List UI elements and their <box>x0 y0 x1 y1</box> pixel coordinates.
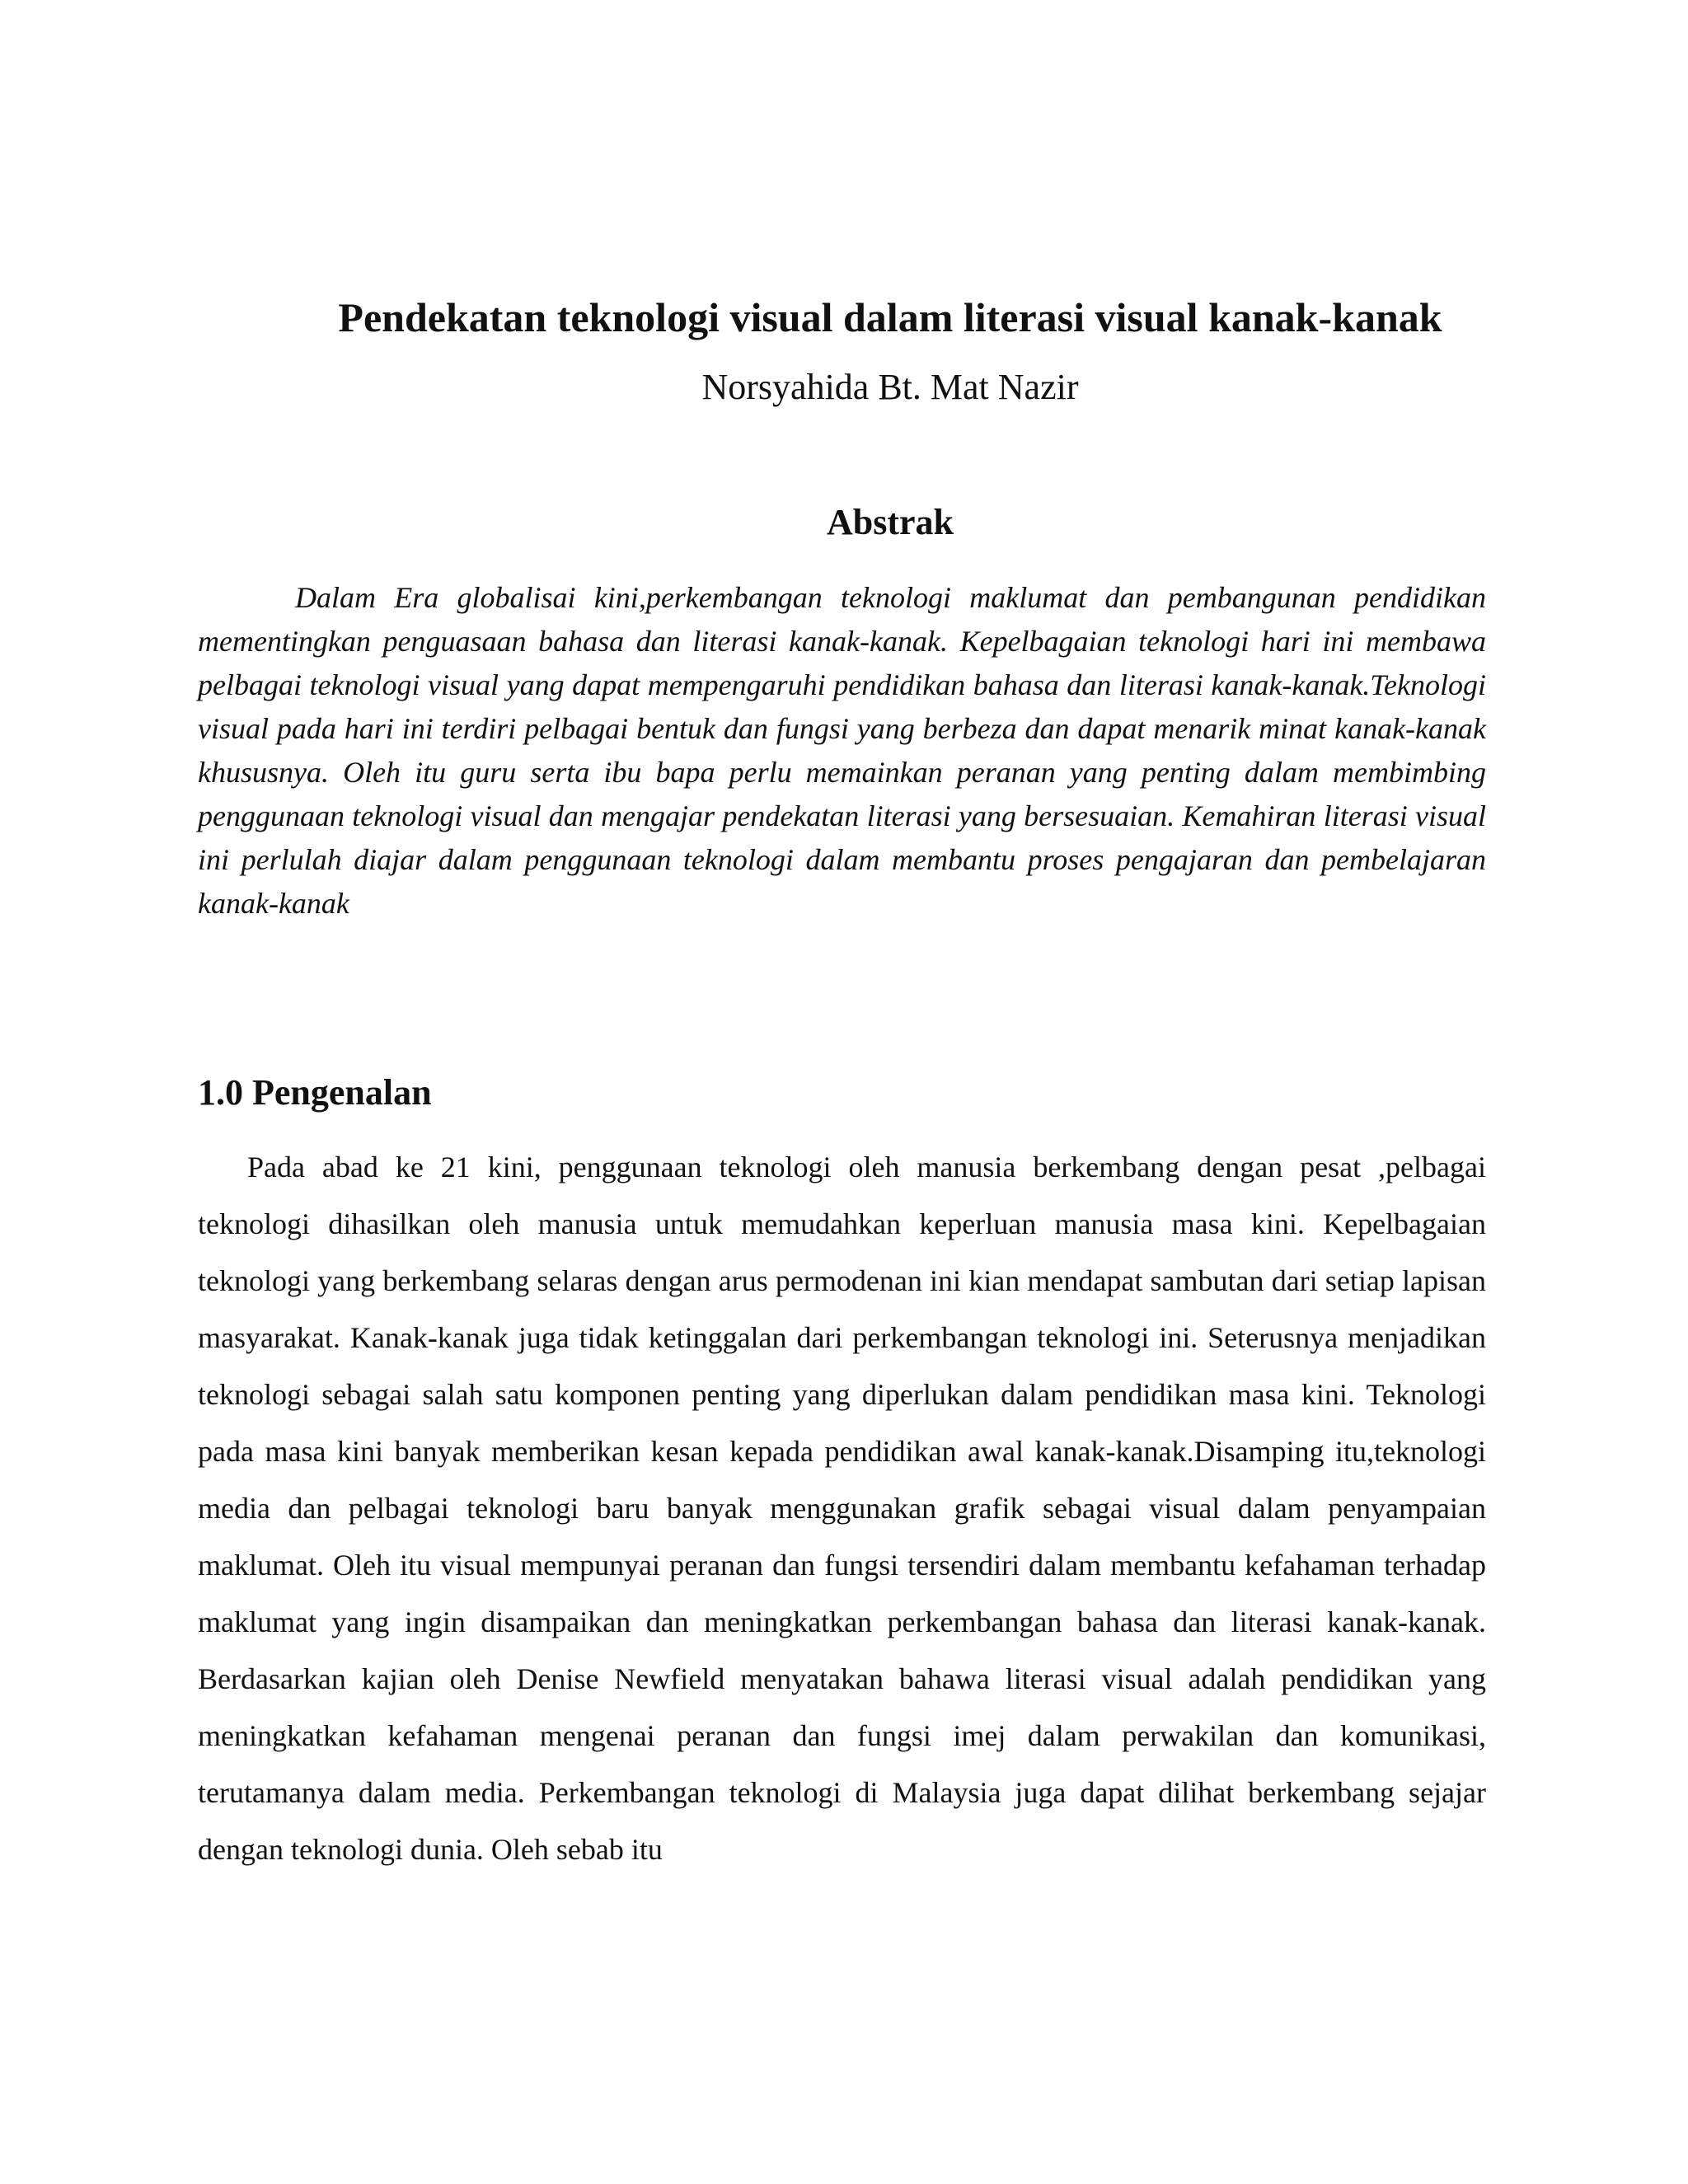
abstract-heading: Abstrak <box>826 502 954 542</box>
section-heading-pengenalan: 1.0 Pengenalan <box>198 1072 432 1113</box>
abstract-text: Dalam Era globalisai kini,perkembangan teknologi maklumat dan pembangunan pendidikan mementingkan penguasaan bahasa dan literasi kanak-kanak. Kepelbagaian teknologi hari ini membawa pelbagai teknologi visual yang dapat mempengaruhi pendidikan bahasa dan literasi kanak-kanak.Teknologi visual pada hari ini terdiri pelbagai bentuk dan fungsi yang berbeza dan dapat menarik minat kanak-kanak khususnya. Oleh itu guru serta ibu bapa perlu memainkan peranan yang penting dalam membimbing penggunaan teknologi visual dan mengajar pendekatan literasi yang bersesuaian. Kemahiran literasi visual ini perlulah diajar dalam penggunaan teknologi dalam membantu proses pengajaran dan pembelajaran kanak-kanak <box>198 581 1486 920</box>
section-text-pengenalan: Pada abad ke 21 kini, penggunaan teknologi oleh manusia berkembang dengan pesat ,pelbagai teknologi dihasilkan oleh manusia untuk memudahkan keperluan manusia masa kini. Kepelbagaian teknologi yang berkembang selaras dengan arus permodenan ini kian mendapat sambutan dari setiap lapisan masyarakat. Kanak-kanak juga tidak ketinggalan dari perkembangan teknologi ini. Seterusnya menjadikan teknologi sebagai salah satu komponen penting yang diperlukan dalam pendidikan masa kini. Teknologi pada masa kini banyak memberikan kesan kepada pendidikan awal kanak-kanak.Disamping itu,teknologi media dan pelbagai teknologi baru banyak menggunakan grafik sebagai visual dalam penyampaian maklumat. Oleh itu visual mempunyai peranan dan fungsi tersendiri dalam membantu kefahaman terhadap maklumat yang ingin disampaikan dan meningkatkan perkembangan bahasa dan literasi kanak-kanak. Berdasarkan kajian oleh Denise Newfield menyatakan bahawa literasi visual adalah pendidikan yang meningkatkan kefahaman mengenai peranan dan fungsi imej dalam perwakilan dan komunikasi, terutamanya dalam media. Perkembangan teknologi di Malaysia juga dapat dilihat berkembang sejajar dengan teknologi dunia. Oleh sebab itu <box>198 1151 1486 1866</box>
document-title: Pendekatan teknologi visual dalam literasi visual kanak-kanak <box>338 294 1442 340</box>
document-author: Norsyahida Bt. Mat Nazir <box>701 367 1079 407</box>
